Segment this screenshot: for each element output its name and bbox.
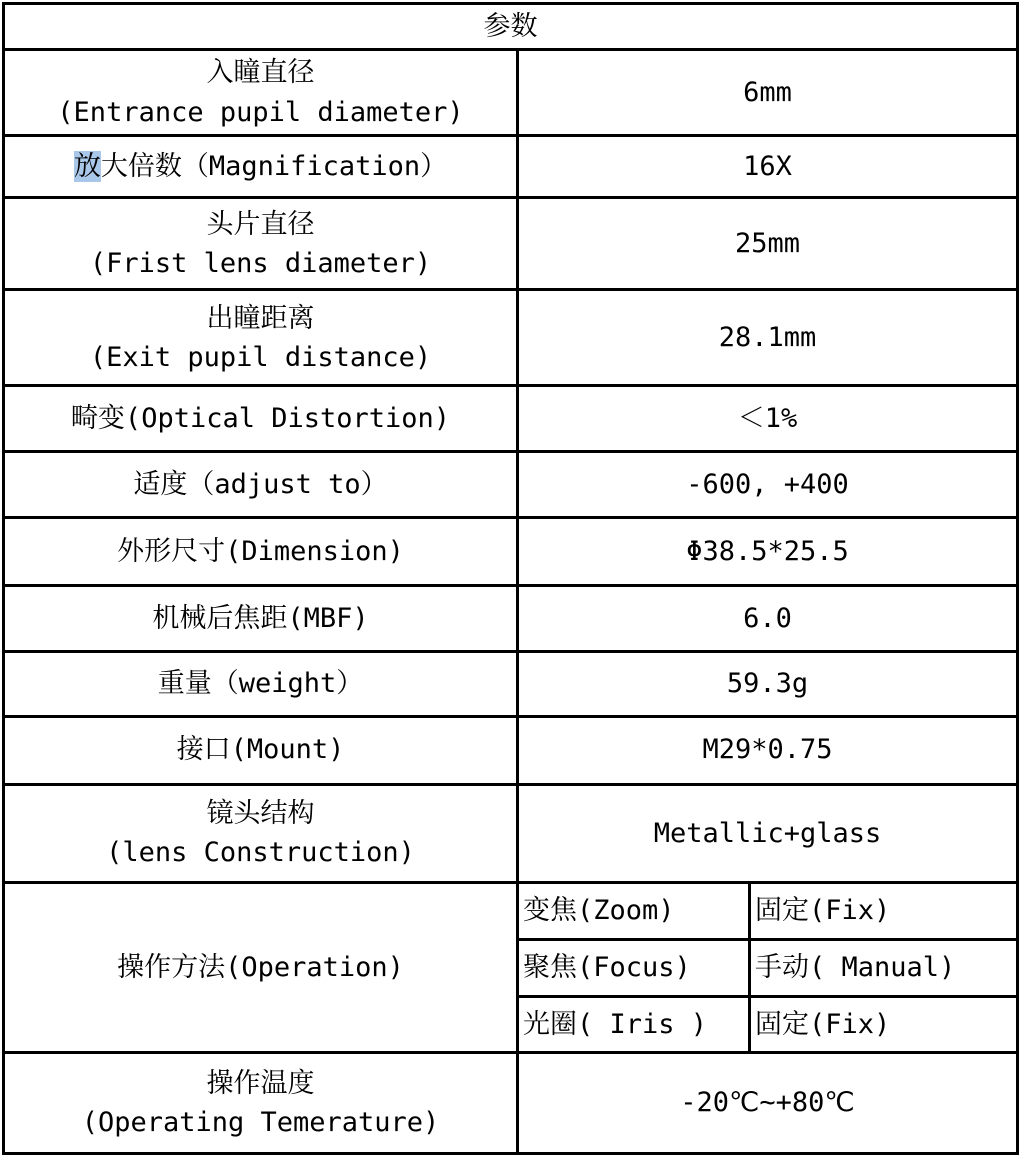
param-name-cn: 镜头结构 xyxy=(206,797,315,829)
param-value: M29*0.75 xyxy=(518,716,1018,784)
param-name: 接口(Mount) xyxy=(4,716,518,784)
param-value: 6mm xyxy=(518,50,1018,136)
operation-label: 操作方法(Operation) xyxy=(4,882,518,1052)
table-row xyxy=(4,386,1018,452)
param-value: -20℃~+80℃ xyxy=(518,1052,1018,1153)
param-name: 适度（adjust to） xyxy=(4,452,518,518)
param-value: 6.0 xyxy=(518,586,1018,652)
table-row xyxy=(4,1052,1018,1153)
table-row xyxy=(4,50,1018,136)
param-name: 畸变(Optical Distortion) xyxy=(4,386,518,452)
param-name-text: 大倍数（Magnification） xyxy=(100,151,448,183)
param-name-en: (lens Construction) xyxy=(106,837,415,869)
param-value: 59.3g xyxy=(518,652,1018,716)
param-value: Φ38.5*25.5 xyxy=(518,518,1018,586)
param-name xyxy=(4,1052,518,1153)
param-name-cn: 入瞳直径 xyxy=(206,57,315,89)
param-name-cn: 头片直径 xyxy=(206,208,315,240)
table-row xyxy=(4,716,1018,784)
param-name-en: (Entrance pupil diameter) xyxy=(57,96,464,128)
parameter-table xyxy=(2,2,1019,1155)
param-value: ＜1% xyxy=(518,386,1018,452)
param-value: 16X xyxy=(518,136,1018,198)
param-name-en: (Exit pupil distance) xyxy=(89,341,432,373)
table-title: 参数 xyxy=(4,4,1018,50)
param-name-cn: 操作温度 xyxy=(206,1067,315,1099)
operation-type: 固定(Fix) xyxy=(750,996,1018,1052)
operation-type: 手动( Manual) xyxy=(750,939,1018,996)
param-name: 机械后焦距(MBF) xyxy=(4,586,518,652)
param-name xyxy=(4,198,518,290)
table-row xyxy=(4,198,1018,290)
table-row xyxy=(4,452,1018,518)
table-row xyxy=(4,136,1018,198)
text-selection-highlight[interactable]: 放 xyxy=(73,151,101,183)
param-value: 28.1mm xyxy=(518,290,1018,386)
param-name-en: (Frist lens diameter) xyxy=(89,247,432,279)
operation-mode: 光圈( Iris ) xyxy=(518,996,750,1052)
param-name xyxy=(4,50,518,136)
param-name: 外形尺寸(Dimension) xyxy=(4,518,518,586)
table-row xyxy=(4,586,1018,652)
param-name xyxy=(4,290,518,386)
operation-type: 固定(Fix) xyxy=(750,882,1018,939)
operation-mode: 变焦(Zoom) xyxy=(518,882,750,939)
param-value: Metallic+glass xyxy=(518,784,1018,882)
param-name xyxy=(4,136,518,198)
operation-row xyxy=(4,882,1018,939)
table-row xyxy=(4,290,1018,386)
param-value: 25mm xyxy=(518,198,1018,290)
table-row xyxy=(4,518,1018,586)
param-name: 重量（weight） xyxy=(4,652,518,716)
param-name-en: (Operating Temerature) xyxy=(81,1106,440,1138)
table-header-row xyxy=(4,4,1018,50)
param-value: -600, +400 xyxy=(518,452,1018,518)
param-name xyxy=(4,784,518,882)
operation-mode: 聚焦(Focus) xyxy=(518,939,750,996)
table-row xyxy=(4,652,1018,716)
param-name-cn: 出瞳距离 xyxy=(206,302,315,334)
table-row xyxy=(4,784,1018,882)
